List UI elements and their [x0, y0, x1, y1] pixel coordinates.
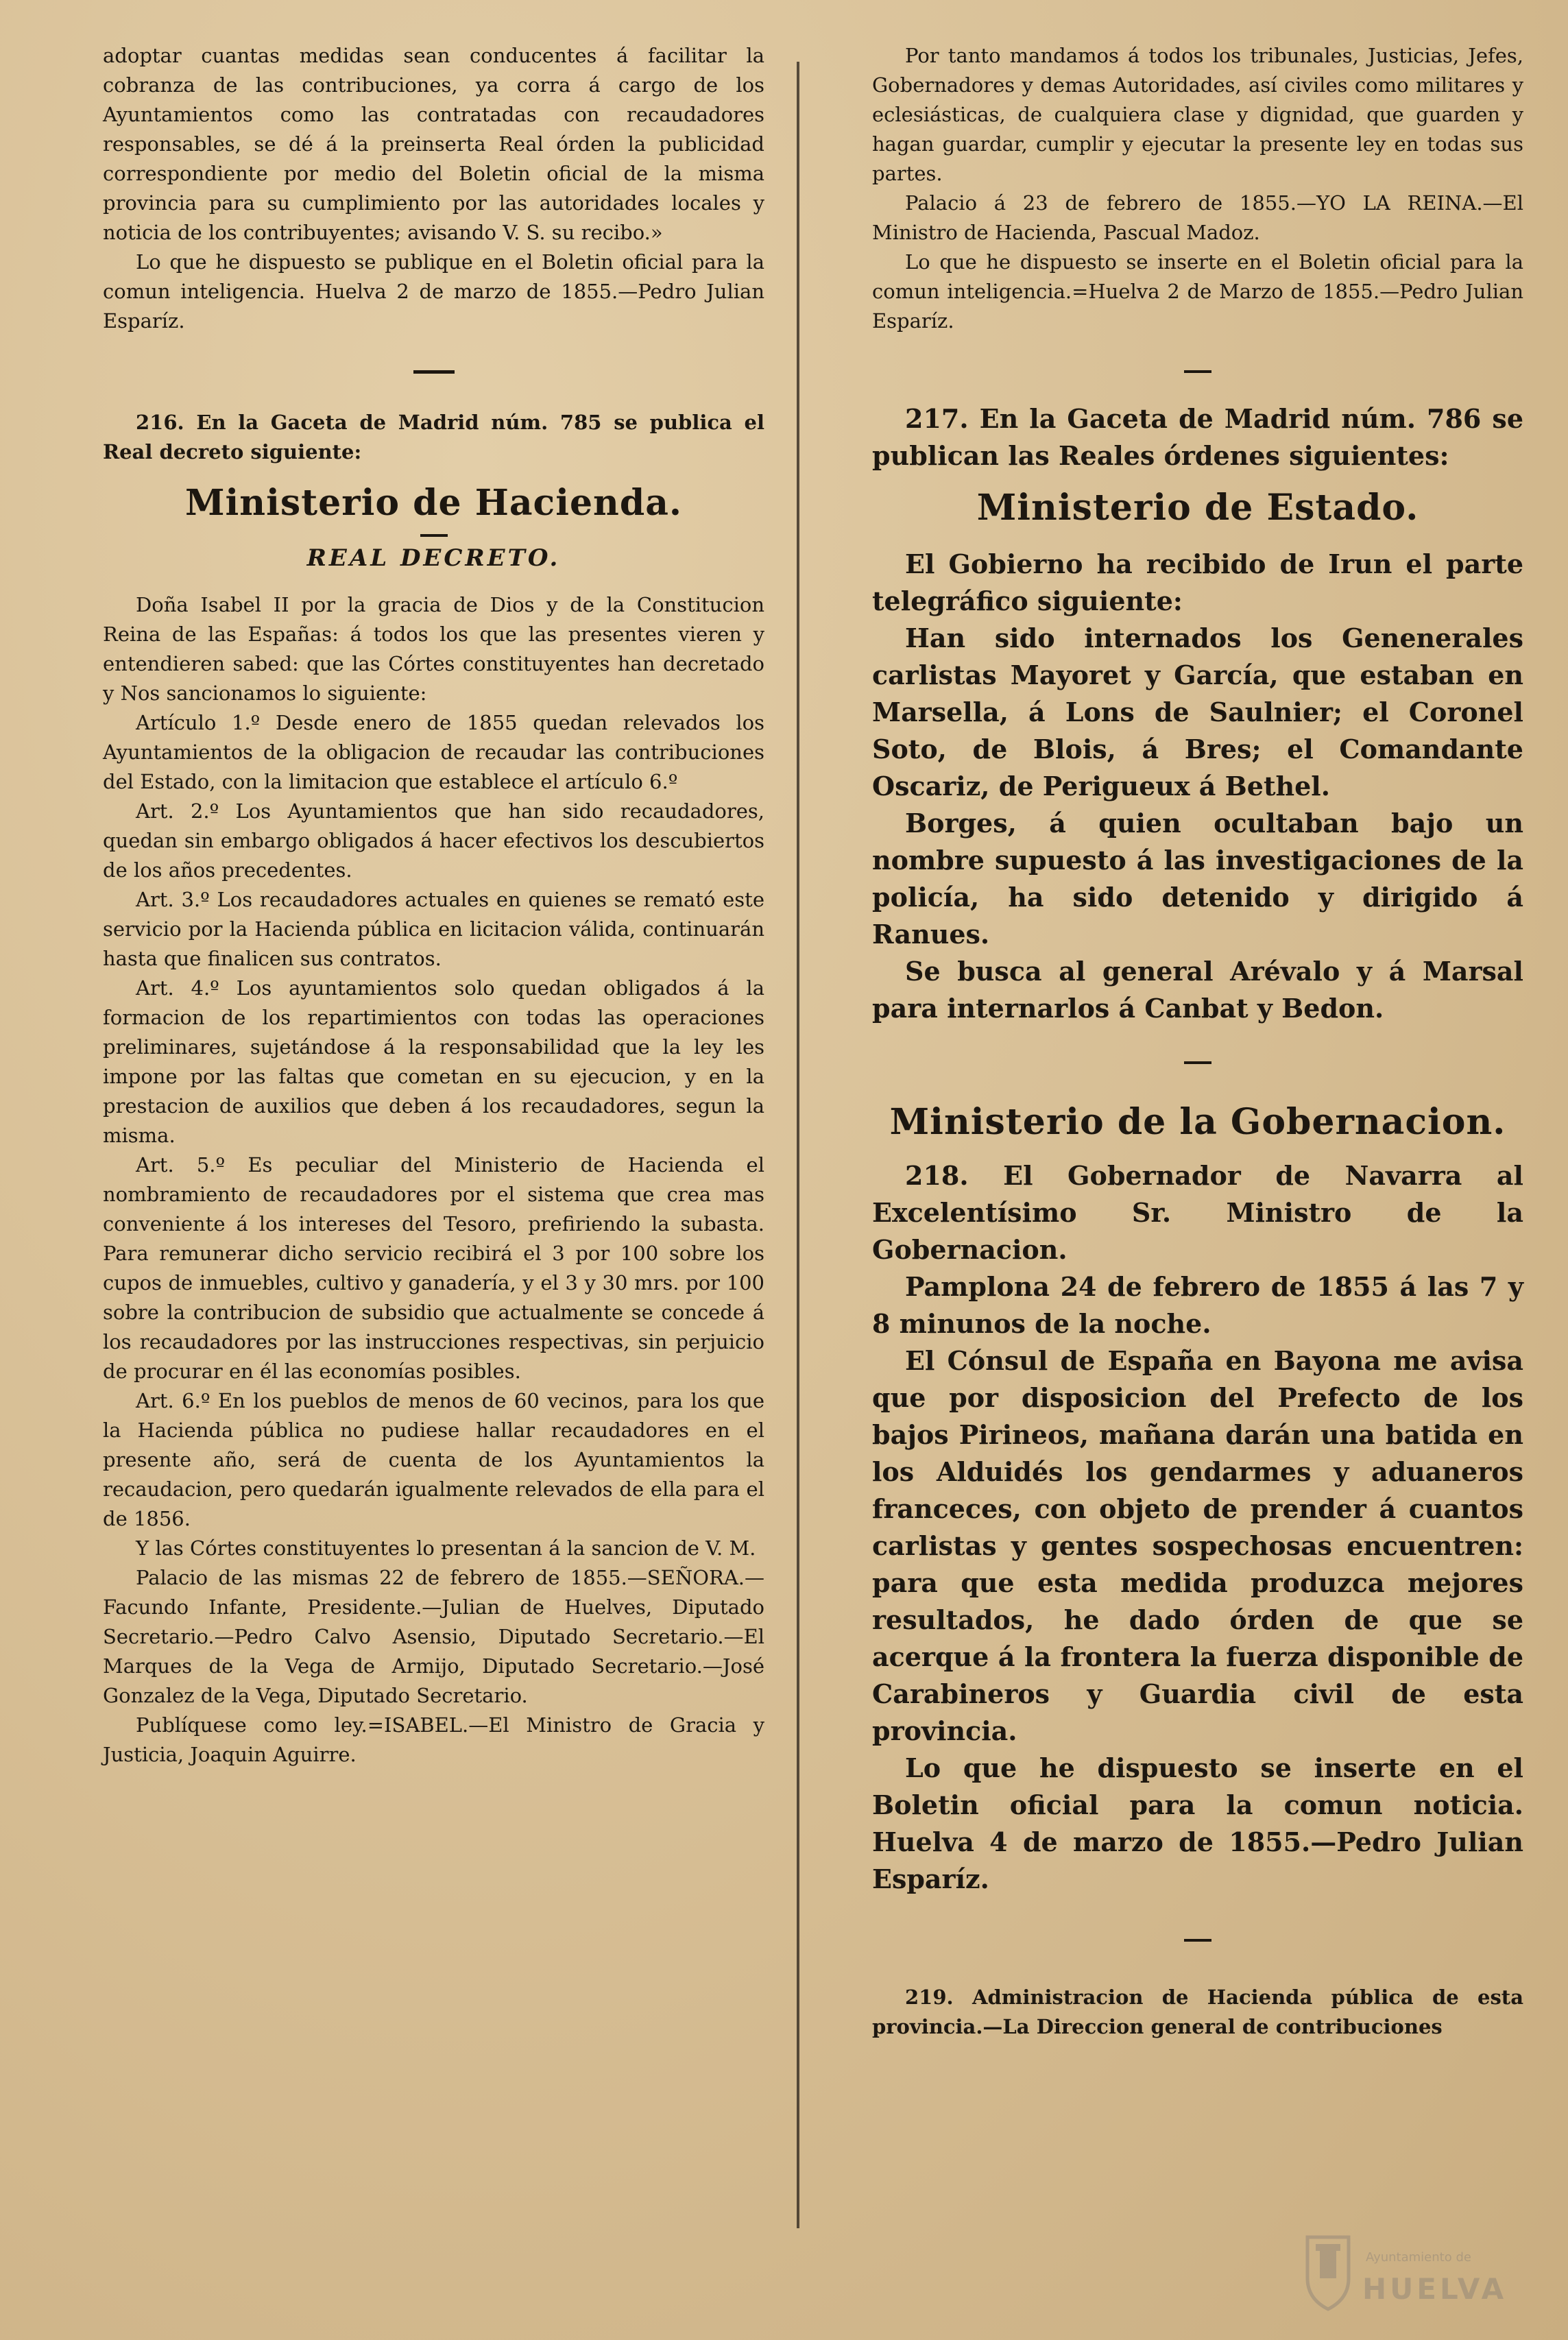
decree-signatures: Palacio de las mismas 22 de febrero de 1855.—SEÑORA.—Facundo Infante, Presidente.—Julian de Huelves, Diputado Secretario.—Pedro Calvo Asensio, Diputado Secretario.—El Marques de la Vega de Armijo, Diputado Secretario.—José Gonzalez de la Vega, Diputado Secretario.	[103, 1566, 764, 1707]
gobernacion-consul: El Cónsul de España en Bayona me avisa que por disposicion del Prefecto de los bajos Pirineos, mañana darán una batida en los Alduidés los gendarmes y aduaneros franceces, con objeto de prender á cuantos carlistas y gentes sospechosas encuentren: para que esta medida produzca mejores resultados, he dado órden de que se acerque á la frontera la fuerza disponible de Carabineros y Guardia civil de esta provincia.	[872, 1345, 1523, 1746]
article-5: Art. 5.º Es peculiar del Ministerio de Hacienda el nombramiento de recaudadores por el sistema que crea mas conveniente á los intereses del Tesoro, prefiriendo la subasta. Para remunerar dicho servicio recibirá el 3 por 100 sobre los cupos de inmuebles, cultivo y ganadería, y el 3 y 30 mrs. por 100 sobre la contribucion de subsidio que actualmente se concede á los recaudadores por las instrucciones respectivas, sin perjuicio de procurar en él las economías posibles.	[103, 1153, 764, 1383]
article-2: Art. 2.º Los Ayuntamientos que han sido recaudadores, quedan sin embargo obligados á hacer efectivos los descubiertos de los años precedentes.	[103, 799, 764, 882]
watermark-big-text: HUELVA	[1362, 2272, 1508, 2306]
ministry-gobernacion-title: Ministerio de la Gobernacion.	[889, 1101, 1506, 1143]
intro-217: 217. En la Gaceta de Madrid núm. 786 se publican las Reales órdenes siguientes:	[872, 403, 1523, 471]
continuation-order: Lo que he dispuesto se publique en el Boletin oficial para la comun inteligencia. Huelva 2 de marzo de 1855.—Pedro Julian Esparíz.	[103, 250, 764, 333]
real-decreto-title: REAL DECRETO.	[306, 544, 561, 572]
ministry-hacienda-title: Ministerio de Hacienda.	[184, 482, 683, 524]
publiquese-line: Publíquese como ley.=ISABEL.—El Ministro de Gracia y Justicia, Joaquin Aguirre.	[103, 1713, 764, 1766]
por-tanto-paragraph: Por tanto mandamos á todos los tribunales, Justicias, Jefes, Gobernadores y demas Autoridades, así civiles como militares y eclesiásticas, de cualquiera clase y dignidad, que guarden y hagan guardar, cumplir y ejecutar la presente ley en todas sus partes.	[872, 44, 1523, 185]
left-column	[103, 41, 764, 1770]
article-1: Artículo 1.º Desde enero de 1855 quedan relevados los Ayuntamientos de la obligacion de recaudar las contribuciones del Estado, con la limitacion que establece el artículo 6.º	[103, 711, 764, 793]
decree-intro: Doña Isabel II por la gracia de Dios y de la Constitucion Reina de las Españas: á todos los que las presentes vieren y entendieren sabed: que las Córtes constituyentes han decretado y Nos sancionamos lo siguiente:	[103, 593, 764, 705]
decree-closing: Y las Córtes constituyentes lo presentan á la sancion de V. M.	[136, 1536, 756, 1560]
article-4: Art. 4.º Los ayuntamientos solo quedan obligados á la formacion de los repartimientos con todas las operaciones preliminares, sujetándose á la responsabilidad que la ley les impone por las faltas que cometan en su ejecucion, y en la prestacion de auxilios que deben á los recaudadores, segun la misma.	[103, 976, 764, 1147]
intro-219: 219. Administracion de Hacienda pública de esta provincia.—La Direccion general de contribuciones	[872, 1986, 1523, 2038]
article-6: Art. 6.º En los pueblos de menos de 60 vecinos, para los que la Hacienda pública no pudiese hallar recaudadores en el presente año, será de cuenta de los Ayuntamientos la recaudacion, pero quedarán igualmente relevados de ella para el de 1856.	[103, 1389, 764, 1530]
right-column	[872, 41, 1523, 2042]
continuation-paragraph: adoptar cuantas medidas sean conducentes á facilitar la cobranza de las contribuciones, ya corra á cargo de los Ayuntamientos como las contratadas con recaudadores responsables, se dé á la preinserta Real órden la publicidad correspondiente por medio del Boletin oficial de la misma provincia para su cumplimiento por las autoridades locales y noticia de los contribuyentes; avisando V. S. su recibo.»	[103, 44, 764, 244]
intro-216: 216. En la Gaceta de Madrid núm. 785 se publica el Real decreto siguiente:	[103, 411, 764, 463]
lo-que-dispuesto: Lo que he dispuesto se inserte en el Boletin oficial para la comun inteligencia.=Huelva 2 de Marzo de 1855.—Pedro Julian Esparíz.	[872, 250, 1523, 333]
watermark-small-text: Ayuntamiento de	[1366, 2250, 1471, 2265]
gobernacion-218: 218. El Gobernador de Navarra al Excelentísimo Sr. Ministro de la Gobernacion.	[872, 1160, 1523, 1265]
estado-paragraph-3: Borges, á quien ocultaban bajo un nombre supuesto á las investigaciones de la policía, ha sido detenido y dirigido á Ranues.	[872, 808, 1523, 950]
estado-paragraph-2: Han sido internados los Genenerales carlistas Mayoret y García, que estaban en Marsella, á Lons de Saulnier; el Coronel Soto, de Blois, á Bres; el Comandante Oscariz, de Perigueux á Bethel.	[872, 623, 1523, 801]
article-3: Art. 3.º Los recaudadores actuales en quienes se remató este servicio por la Hacienda pública en licitacion válida, continuarán hasta que finalicen sus contratos.	[103, 888, 764, 970]
estado-paragraph-1: El Gobierno ha recibido de Irun el parte telegráfico siguiente:	[872, 548, 1523, 616]
column-divider	[797, 62, 799, 2228]
crest-icon	[1307, 2237, 1349, 2309]
palacio-signature: Palacio á 23 de febrero de 1855.—YO LA REINA.—El Ministro de Hacienda, Pascual Madoz.	[872, 191, 1523, 244]
gobernacion-pamplona: Pamplona 24 de febrero de 1855 á las 7 y 8 minunos de la noche.	[872, 1271, 1523, 1339]
huelva-watermark-logo	[1301, 2223, 1541, 2326]
gobernacion-lo-que: Lo que he dispuesto se inserte en el Boletin oficial para la comun noticia. Huelva 4 de marzo de 1855.—Pedro Julian Esparíz.	[872, 1752, 1523, 1894]
ministry-estado-title: Ministerio de Estado.	[976, 487, 1419, 529]
estado-paragraph-4: Se busca al general Arévalo y á Marsal para internarlos á Canbat y Bedon.	[872, 956, 1523, 1024]
